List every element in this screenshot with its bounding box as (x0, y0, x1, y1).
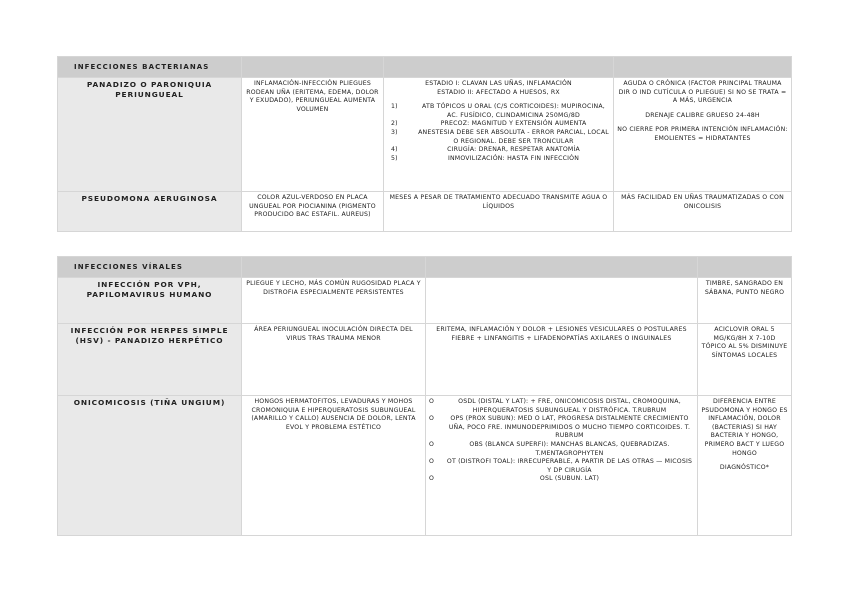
cell-notes: ACICLOVIR ORAL 5 MG/KG/8H X 7-10D TÓPICO AL 5% DISMINUYE SÍNTOMAS LOCALES (698, 324, 792, 396)
list-item: 4) CIRUGÍA: DRENAR, RESPETAR ANATOMÍA (391, 146, 580, 154)
list-item: O OSL (SUBUN. LAT) (429, 475, 600, 483)
section-title: INFECCIONES BACTERIANAS (58, 57, 242, 78)
cell-treatment (426, 396, 698, 536)
table-row (58, 278, 792, 324)
bullet-icon: O (429, 458, 435, 466)
cell-description: HONGOS HERMATOFITOS, LEVADURAS Y MOHOS CROMONIQUIA E HIPERQUERATOSIS SUBUNGUEAL (AMARILLO Y CALLO) AUSENCIA DE DOLOR, LENTA EVOL Y PROBLEMA ESTÉTICO (242, 396, 426, 536)
list-item: 5) INMOVILIZACIÓN: HASTA FIN INFECCIÓN (391, 154, 580, 162)
viral-infections-table (57, 256, 792, 536)
cell-treatment: MESES A PESAR DE TRATAMIENTO ADECUADO TRANSMITE AGUA O LÍQUIDOS (384, 192, 614, 232)
row-label: INFECCIÓN POR VPH, PAPILOMAVIRUS HUMANO (58, 278, 242, 324)
bullet-icon: O (429, 398, 435, 405)
row-label: ONICOMICOSIS (TIÑA UNGIUM) (58, 396, 242, 536)
section-title: INFECCIONES VÍRALES (58, 257, 242, 278)
bacterial-infections-table (57, 56, 792, 232)
list-item: 3) ANESTESIA DEBE SER ABSOLUTA - ERROR PARCIAL, LOCAL O REGIONAL. DEBE SER TRONCULAR (391, 128, 609, 145)
cell-description: COLOR AZUL-VERDOSO EN PLACA UNGUEAL POR PIOCIANINA (PIGMENTO PRODUCIDO BAC ESTAFIL. AUREUS) (242, 192, 384, 232)
list-item: 1) ATB TÓPICOS U ORAL (C/S CORTICOIDES): MUPIROCINA, AC. FUSÍDICO, CLINDAMICINA 250MG/8D (391, 103, 605, 119)
bullet-icon: O (429, 415, 435, 423)
cell-description: ÁREA PERIUNGUEAL INOCULACIÓN DIRECTA DEL VIRUS TRAS TRAUMA MENOR (242, 324, 426, 396)
table-row (58, 192, 792, 232)
stage-1-text: ESTADIO I: CLAVAN LAS UÑAS, INFLAMACIÓN (425, 80, 572, 87)
bullet-icon: O (429, 475, 435, 483)
cell-notes: DIFERENCIA ENTRE PSUDOMONA Y HONGO ES INFLAMACIÓN, DOLOR (BACTERIAS) SI HAY BACTERIA Y HONGO, PRIMERO BACT Y LUEGO HONGO DIAGNÓSTICO* (698, 396, 792, 536)
row-label: PANADIZO O PARONIQUIA PERIUNGUEAL (58, 78, 242, 192)
cell-treatment: ERITEMA, INFLAMACIÓN Y DOLOR + LESIONES VESICULARES O POSTULARES FIEBRE + LINFANGITIS + LIFADENOPATÍAS AXILARES O INGUINALES (426, 324, 698, 396)
stage-2-text: ESTADIO II: AFECTADO A HUESOS, RX (437, 88, 560, 96)
cell-notes: TIMBRE, SANGRADO EN SÁBANA, PUNTO NEGRO (698, 278, 792, 324)
table-row (58, 78, 792, 192)
list-item: O OBS (BLANCA SUPERFI): MANCHAS BLANCAS, QUEBRADIZAS. T.MENTAGROPHYTEN (429, 440, 670, 457)
table-row (58, 324, 792, 396)
list-item: O OSDL (DISTAL Y LAT): + FRE, ONICOMICOSIS DISTAL, CROMOQUINA, HIPERQUERATOSIS SUBUNGUEAL Y DISTRÓFICA. T.RUBRUM (429, 398, 681, 414)
cell-treatment (426, 278, 698, 324)
bacterial-header-row (58, 57, 792, 78)
list-item: O OT (DISTROFI TOAL): IRRECUPERABLE, A PARTIR DE LAS OTRAS — MICOSIS Y DP CIRUGÍA (429, 458, 693, 474)
list-item: 2) PRECOZ: MAGNITUD Y EXTENSIÓN AUMENTA (391, 120, 587, 128)
list-item: O OPS (PROX SUBUN): MED O LAT, PROGRESA DISTALMENTE CRECIMIENTO UÑA, POCO FRE. INMUNODEPRIMIDOS O MUCHO TIEMPO CORTICOIDES. T. RUBRUM (429, 415, 691, 440)
viral-header-row (58, 257, 792, 278)
cell-notes: MÁS FACILIDAD EN UÑAS TRAUMATIZADAS O CON ONICOLISIS (614, 192, 792, 232)
cell-description: PLIEGUE Y LECHO, MÁS COMÚN RUGOSIDAD PLACA Y DISTROFIA ESPECIALMENTE PERSISTENTES (242, 278, 426, 324)
cell-notes: AGUDA O CRÓNICA (FACTOR PRINCIPAL TRAUMA DIR O IND CUTÍCULA O PLIEGUE) SI NO SE TRATA = A MÁS, URGENCIA DRENAJE CALIBRE GRUESO 24-48H NO CIERRE POR PRIMERA INTENCIÓN INFLAMACIÓN: EMOLIENTES = HIDRATANTES (614, 78, 792, 192)
cell-treatment (384, 78, 614, 192)
table-row (58, 396, 792, 536)
cell-description: INFLAMACIÓN-INFECCIÓN PLIEGUES RODEAN UÑA (ERITEMA, EDEMA, DOLOR Y EXUDADO), PERIUNGUEAL AUMENTA VOLUMEN (242, 78, 384, 192)
row-label: INFECCIÓN POR HERPES SIMPLE (HSV) - PANADIZO HERPÉTICO (58, 324, 242, 396)
bullet-icon: O (429, 440, 435, 448)
row-label: PSEUDOMONA AERUGINOSA (58, 192, 242, 232)
